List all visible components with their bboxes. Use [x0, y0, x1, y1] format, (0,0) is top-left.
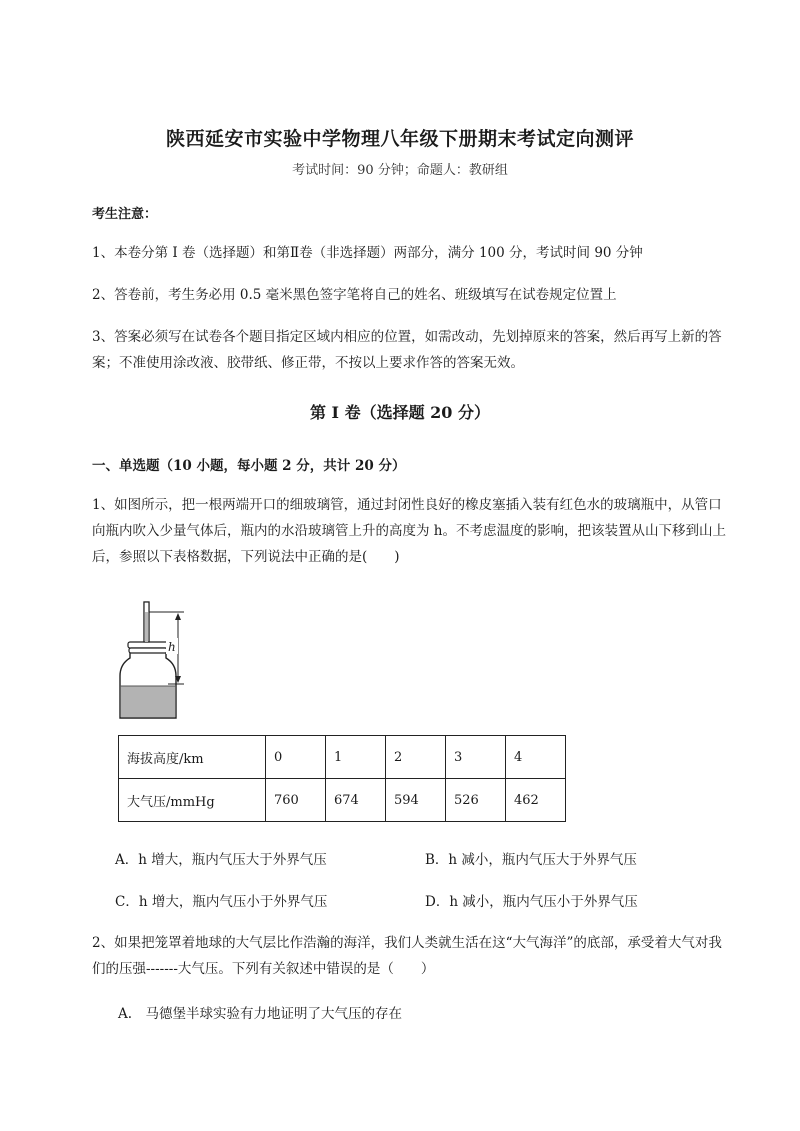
table-cell: 4: [506, 736, 566, 779]
table-cell: 2: [386, 736, 446, 779]
q1-option-d[interactable]: D．h 减小，瓶内气压小于外界气压: [425, 894, 638, 910]
table-cell: 594: [386, 779, 446, 822]
question-1-stem: 1、如图所示，把一根两端开口的细玻璃管，通过封闭性良好的橡皮塞插入装有红色水的玻璃瓶中，从管口向瓶内吹入少量气体后，瓶内的水沿玻璃管上升的高度为 h。不考虑温度的影响，把该装置从山下移到山上后，参照以下表格数据，下列说法中正确的是( ): [92, 497, 726, 565]
note-item-1: 1、本卷分第 I 卷（选择题）和第Ⅱ卷（非选择题）两部分，满分 100 分，考试时间 90 分钟: [92, 245, 643, 261]
q1-option-b[interactable]: B．h 减小，瓶内气压大于外界气压: [425, 852, 637, 868]
question-2-stem: 2、如果把笼罩着地球的大气层比作浩瀚的海洋，我们人类就生活在这“大气海洋”的底部，承受着大气对我们的压强-------大气压。下列有关叙述中错误的是（ ）: [92, 935, 722, 977]
table-row: [119, 779, 566, 822]
altitude-pressure-table: [118, 735, 566, 822]
table-cell: 0: [266, 736, 326, 779]
table-cell: 462: [506, 779, 566, 822]
height-label: h: [168, 640, 176, 654]
notes-heading: 考生注意：: [92, 207, 158, 222]
table-row-header: 海拔高度/km: [119, 736, 266, 779]
table-row: [119, 736, 566, 779]
table-cell: 526: [446, 779, 506, 822]
part-heading: 一、单选题（10 小题，每小题 2 分，共计 20 分）: [92, 458, 406, 474]
section-title: 第 I 卷（选择题 20 分）: [309, 403, 491, 422]
table-cell: 760: [266, 779, 326, 822]
exam-title: 陕西延安市实验中学物理八年级下册期末考试定向测评: [165, 128, 634, 150]
q2-option-a[interactable]: A. 马德堡半球实验有力地证明了大气压的存在: [118, 1006, 403, 1022]
table-cell: 3: [446, 736, 506, 779]
table-cell: 674: [326, 779, 386, 822]
jar-apparatus-figure: [108, 598, 198, 723]
exam-subtitle: 考试时间：90 分钟；命题人：教研组: [292, 163, 508, 178]
table-row-header: 大气压/mmHg: [119, 779, 266, 822]
table-cell: 1: [326, 736, 386, 779]
note-item-3: 3、答案必须写在试卷各个题目指定区域内相应的位置，如需改动，先划掉原来的答案，然后再写上新的答案；不准使用涂改液、胶带纸、修正带，不按以上要求作答的答案无效。: [92, 329, 722, 371]
q1-option-a[interactable]: A．h 增大，瓶内气压大于外界气压: [115, 852, 327, 868]
note-item-2: 2、答卷前，考生务必用 0.5 毫米黑色签字笔将自己的姓名、班级填写在试卷规定位置上: [92, 287, 617, 303]
q1-option-c[interactable]: C．h 增大，瓶内气压小于外界气压: [115, 894, 328, 910]
